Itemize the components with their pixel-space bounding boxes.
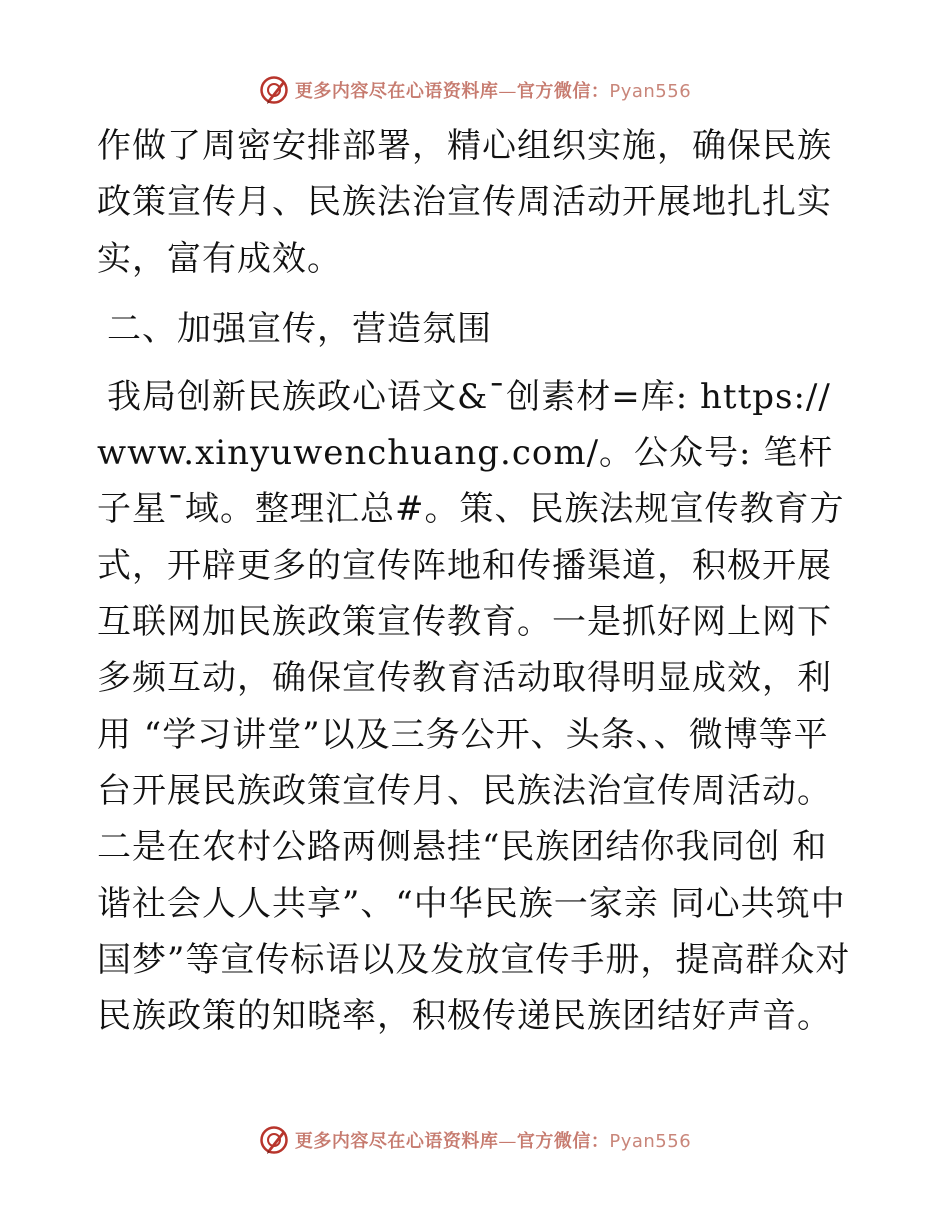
header-banner (0, 70, 950, 110)
footer-banner-wechat-id: Pyan556 (609, 1131, 692, 1152)
header-banner-wechat-label: 官方微信： (516, 81, 610, 102)
footer-banner (0, 1120, 950, 1160)
paragraph-2: 我局创新民族政心语文&¯创素材=库: https://www.xinyuwenchuang.com/。公众号: 笔杆子星¯域。整理汇总#。策、民族法规宣传教育方式，开辟更多的宣传阵地和传播渠道，积极开展互联网加民族政策宣传教育。一是抓好网上网下多频互动，确保宣传教育活动取得明显成效，利用 “学习讲堂”以及三务公开、头条、、微博等平台开展民族政策宣传月、民族法治宣传周活动。二是在农村公路两侧悬挂“民族团结你我同创 和谐社会人人共享”、“中华民族一家亲 同心共筑中国梦”等宣传标语以及发放宣传手册，提高群众对民族政策的知晓率，积极传递民族团结好声音。 (97, 376, 851, 1037)
footer-banner-dash: — (498, 1131, 517, 1152)
paragraph-1: 作做了周密安排部署，精心组织实施，确保民族政策宣传月、民族法治宣传周活动开展地扎扎实实，富有成效。 (97, 126, 832, 279)
footer-banner-title: 更多内容尽在心语资料库 (294, 1131, 499, 1152)
header-banner-dash: — (498, 81, 517, 102)
footer-banner-wechat-label: 官方微信： (516, 1131, 610, 1152)
header-banner-wechat-id: Pyan556 (609, 81, 692, 102)
header-banner-text (295, 77, 691, 103)
pen-logo-icon (259, 75, 289, 105)
header-banner-title: 更多内容尽在心语资料库 (294, 81, 499, 102)
section-heading-2: 二、加强宣传，营造氛围 (107, 308, 492, 349)
footer-banner-text (295, 1127, 691, 1153)
document-body (97, 118, 857, 1044)
pen-logo-icon (259, 1125, 289, 1155)
